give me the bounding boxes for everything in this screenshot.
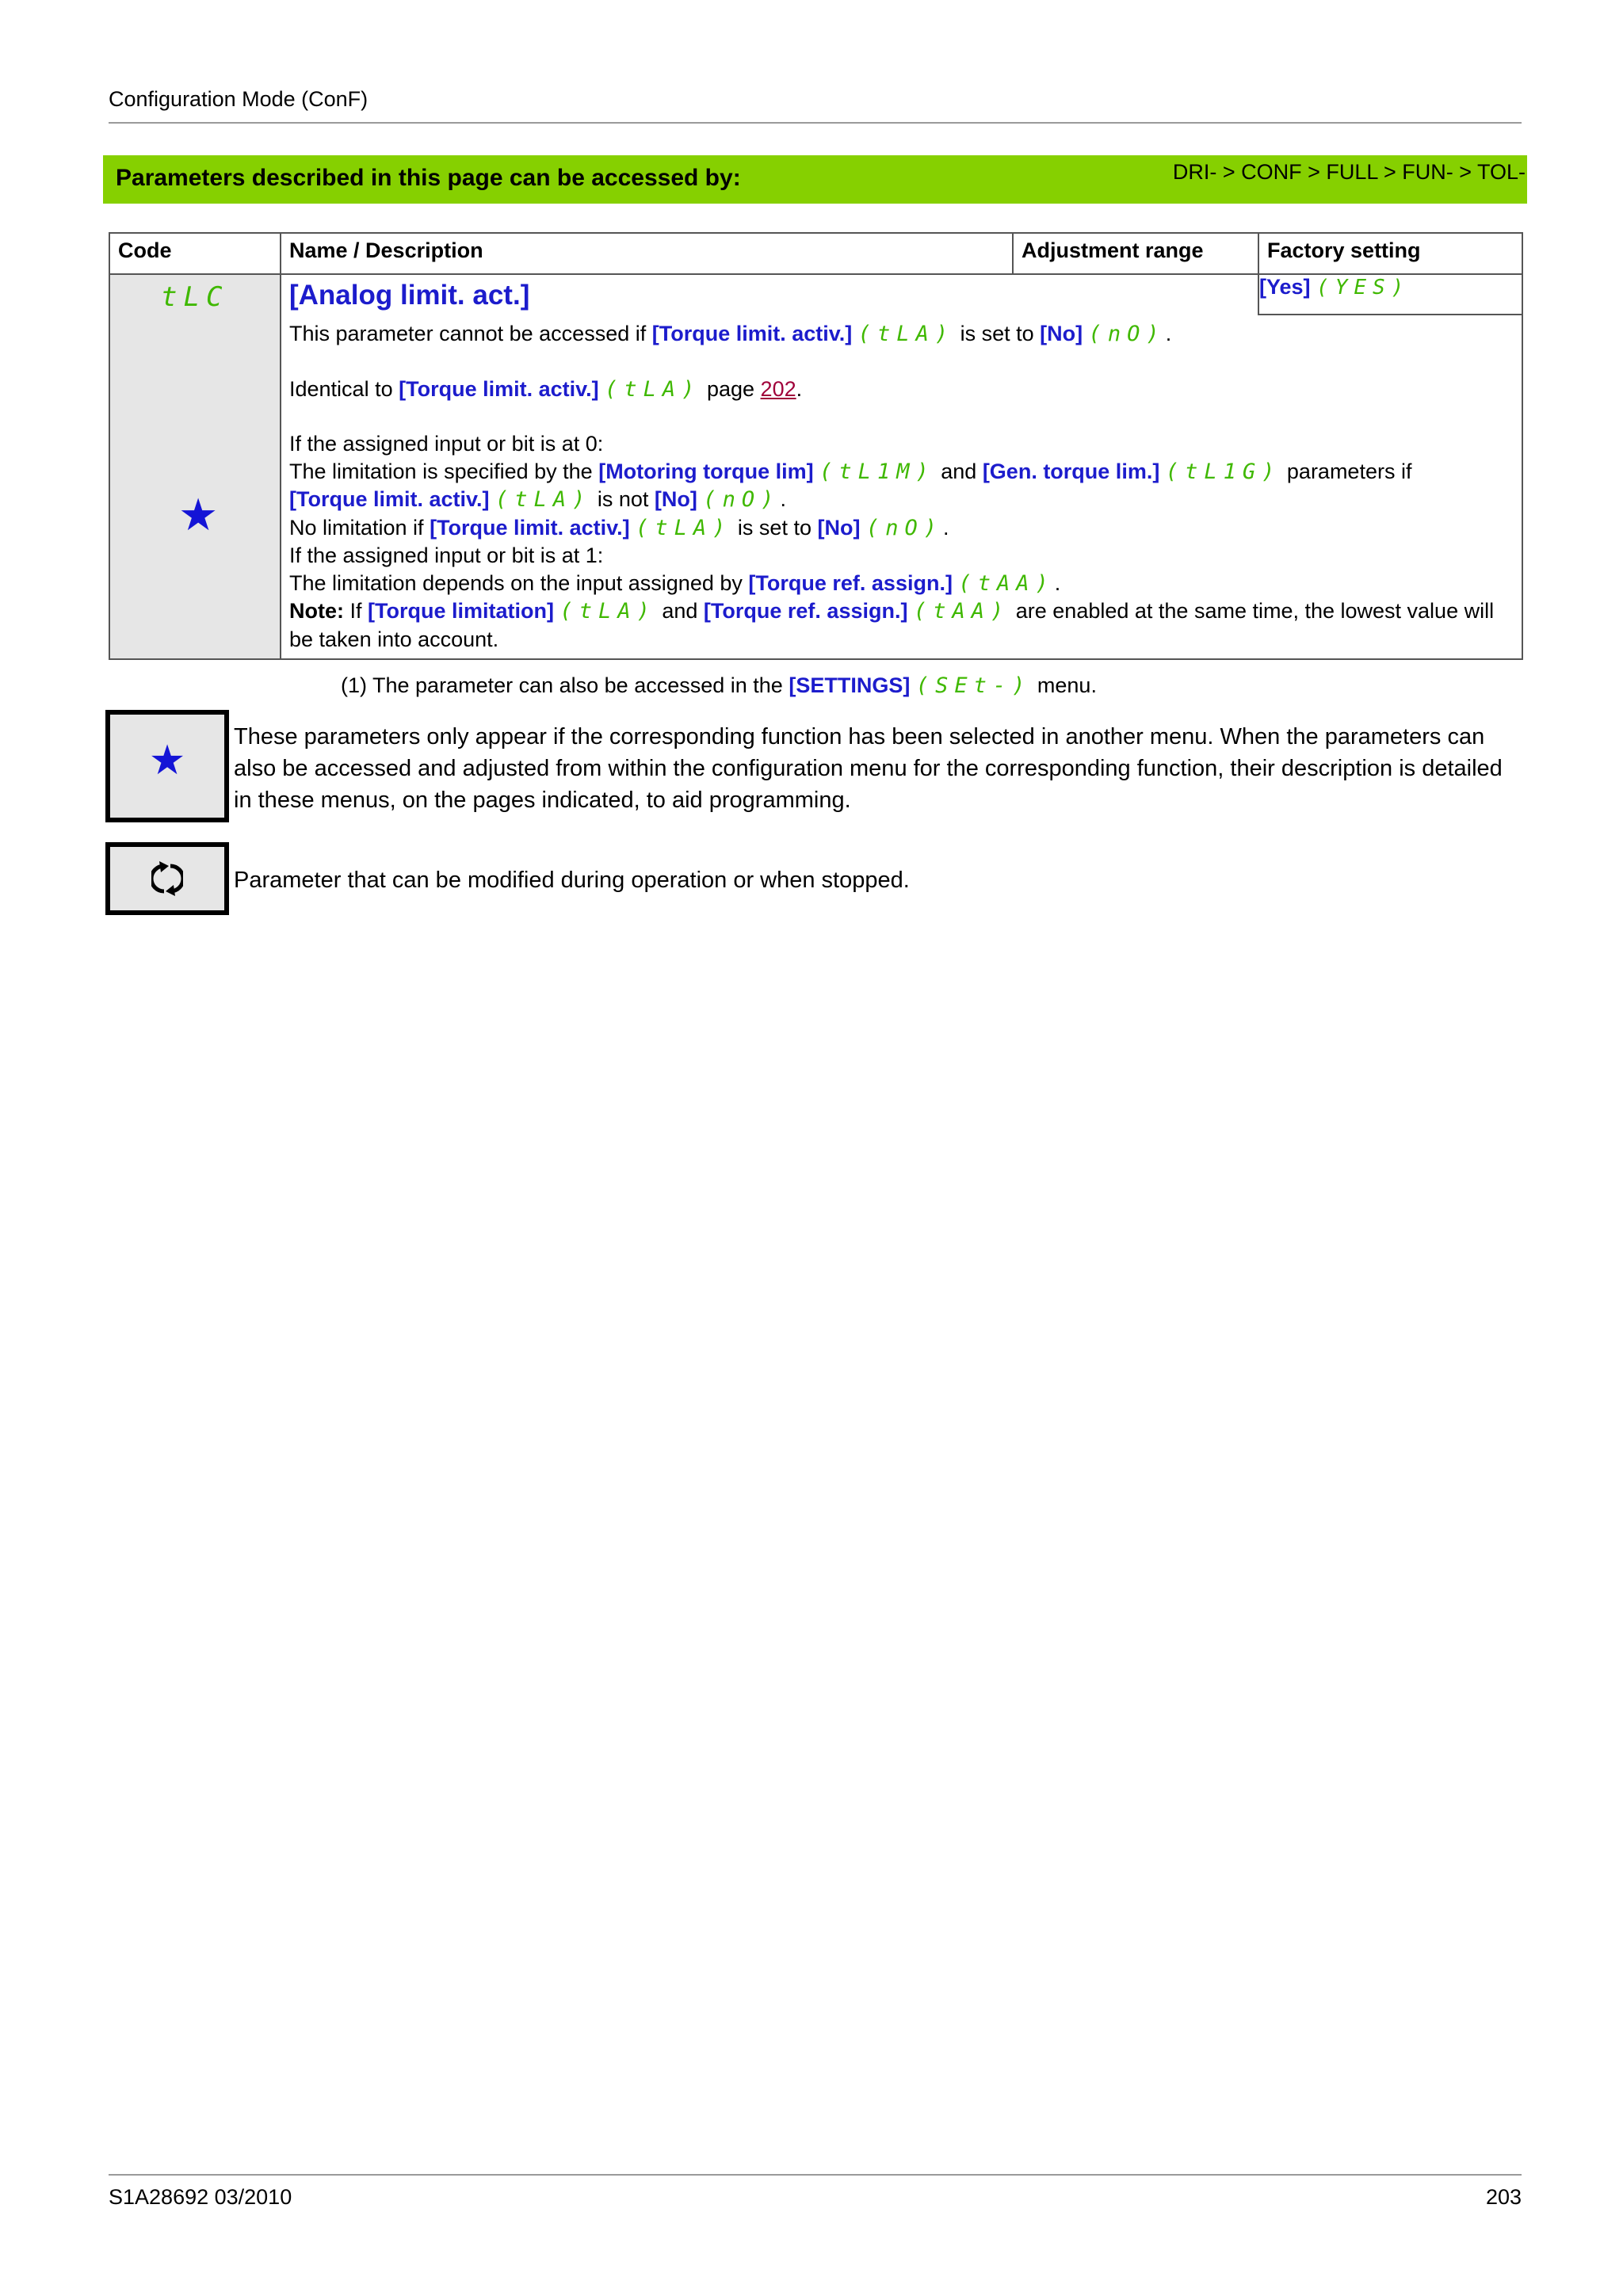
table-row — [109, 274, 1522, 315]
code-ref: (nO) — [703, 487, 781, 512]
text: parameters if — [1286, 459, 1412, 483]
param-ref: [Motoring torque lim] — [598, 459, 814, 483]
text: and — [941, 459, 977, 483]
code-ref: (SEt-) — [915, 673, 1032, 698]
param-ref: [Gen. torque lim.] — [982, 459, 1160, 483]
text: Identical to — [289, 376, 393, 401]
code-ref: (nO) — [865, 515, 944, 540]
star-icon: ★ — [178, 490, 219, 540]
rotate-legend-text: Parameter that can be modified during operation or when stopped. — [234, 868, 910, 893]
footer-rule — [109, 2174, 1522, 2176]
header-factory: Factory setting — [1258, 233, 1522, 274]
param-ref: [Torque ref. assign.] — [703, 599, 908, 623]
star-icon: ★ — [148, 738, 186, 784]
header-name: Name / Description — [281, 233, 1013, 274]
description-line: This parameter cannot be accessed if [Torque limit. activ.] (tLA) is set to [No] (nO). — [289, 322, 1172, 346]
header-rule — [109, 122, 1522, 124]
param-ref: [Torque limit. activ.] — [289, 487, 490, 511]
description-line: If the assigned input or bit is at 0: — [289, 432, 604, 456]
text: and — [662, 599, 698, 623]
menu-path: DRI- > CONF > FULL > FUN- > TOL- — [1172, 160, 1526, 184]
description-line: [Torque limit. activ.] (tLA) is not [No] (nO). — [289, 487, 786, 512]
param-ref: [Torque ref. assign.] — [748, 570, 953, 595]
code-cell — [109, 274, 281, 659]
param-ref: [Torque limitation] — [368, 599, 555, 623]
parameter-description — [281, 315, 1522, 658]
value-ref: [No] — [1040, 322, 1083, 345]
description-line — [289, 458, 1514, 486]
table-header-row — [109, 233, 1522, 274]
param-ref: [Torque limit. activ.] — [399, 376, 599, 401]
text: No limitation if — [289, 515, 424, 540]
code-ref: (tL1G) — [1165, 459, 1281, 484]
description-line: No limitation if [Torque limit. activ.] (tLA) is set to [No] (nO). — [289, 515, 949, 540]
value-ref: [No] — [654, 487, 697, 511]
factory-setting-code: (YES) — [1316, 276, 1411, 299]
rotate-legend-box — [105, 842, 229, 915]
code-ref: (tLA) — [605, 376, 701, 402]
document-reference: S1A28692 03/2010 — [109, 2185, 292, 2209]
factory-setting-cell — [1258, 274, 1522, 315]
code-ref: (tAA) — [913, 599, 1010, 624]
access-banner — [103, 155, 1527, 204]
code-ref: (tLA) — [857, 322, 955, 346]
settings-menu-ref: [SETTINGS] — [789, 673, 911, 697]
page-number: 203 — [1485, 2185, 1522, 2209]
description-line: The limitation depends on the input assigned by [Torque ref. assign.] (tAA). — [289, 570, 1061, 596]
text: is set to — [737, 515, 812, 540]
page-header-title: Configuration Mode (ConF) — [109, 87, 369, 111]
text: The limitation depends on the input assigned by — [289, 570, 743, 595]
code-ref: (tLA) — [636, 515, 732, 540]
description-line: If the assigned input or bit is at 1: — [289, 543, 604, 567]
page-link[interactable]: 202 — [760, 376, 796, 401]
text: This parameter cannot be accessed if — [289, 322, 647, 345]
text: page — [706, 376, 755, 401]
code-ref: (tAA) — [958, 570, 1055, 596]
code-ref: (nO) — [1088, 322, 1166, 346]
parameter-code: tLC — [161, 281, 229, 313]
code-ref: (tLA) — [495, 487, 592, 512]
description-cell — [281, 315, 1522, 659]
header-range: Adjustment range — [1013, 233, 1258, 274]
header-code: Code — [109, 233, 281, 274]
text: is set to — [960, 322, 1034, 345]
name-cell — [281, 274, 1258, 315]
value-ref: [No] — [817, 515, 861, 540]
text: is not — [597, 487, 649, 511]
footnote-text: (1) The parameter can also be accessed in the — [341, 673, 783, 697]
text: If — [349, 599, 362, 623]
note-label: Note: — [289, 599, 344, 623]
table-row — [109, 315, 1522, 659]
parameter-name: [Analog limit. act.] — [289, 280, 530, 311]
banner-title: Parameters described in this page can be accessed by: — [116, 165, 741, 191]
description-line: Identical to [Torque limit. activ.] (tLA) page 202. — [289, 376, 803, 402]
footnote-text: menu. — [1037, 673, 1097, 697]
text: The limitation is specified by the — [289, 459, 593, 483]
star-legend-text: These parameters only appear if the corresponding function has been selected in another menu. When the parameters can also be accessed and adjusted from within the configuration menu for the corresponding function, their description is detailed in these menus, on the pages indicated, to aid programming. — [234, 724, 1503, 813]
rotate-icon — [151, 861, 183, 896]
star-legend-box — [105, 710, 229, 822]
description-line — [289, 597, 1514, 653]
code-ref: (tLA) — [559, 599, 656, 624]
factory-setting-value: [Yes] — [1259, 275, 1311, 299]
footnote — [341, 673, 1097, 698]
code-ref: (tL1M) — [819, 459, 935, 484]
parameter-table — [109, 232, 1523, 660]
param-ref: [Torque limit. activ.] — [651, 322, 853, 345]
param-ref: [Torque limit. activ.] — [430, 515, 630, 540]
text: are enabled at the same time, the lowest value will be taken into account. — [289, 599, 1495, 651]
